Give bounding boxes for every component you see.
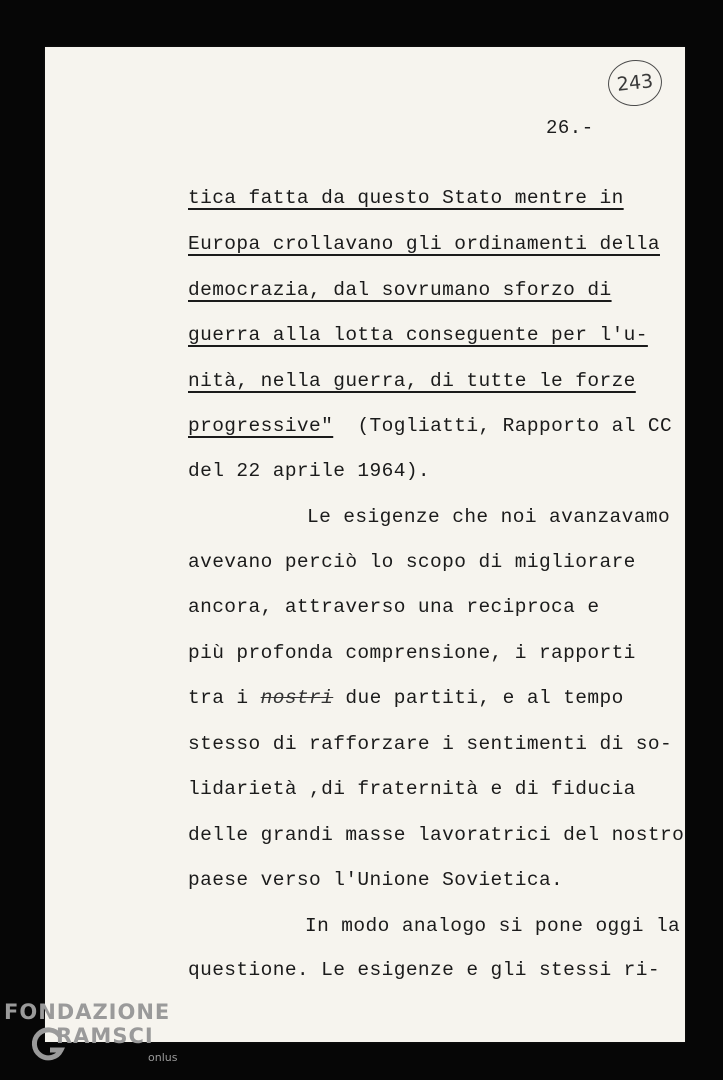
paragraph-start-line: In modo analogo si pone oggi la — [305, 915, 681, 937]
text-line: questione. Le esigenze e gli stessi ri- — [188, 959, 660, 981]
watermark-line-3: onlus — [148, 1051, 178, 1064]
text-line: del 22 aprile 1964). — [188, 460, 431, 482]
watermark-line-2: RAMSCI — [56, 1024, 154, 1048]
text-line — [188, 414, 672, 438]
text-line: democrazia, dal sovrumano sforzo di — [188, 279, 612, 301]
text-line: tica fatta da questo Stato mentre in — [188, 187, 624, 209]
text-line: guerra alla lotta conseguente per l'u- — [188, 324, 648, 346]
text-line: tra i nostri due partiti, e al tempo — [188, 687, 624, 709]
underlined-segment: progressive" — [188, 415, 334, 437]
text-line: stesso di rafforzare i sentimenti di so- — [188, 733, 673, 755]
watermark-line-1: FONDAZIONE — [4, 1000, 171, 1024]
text-line: Europa crollavano gli ordinamenti della — [188, 233, 660, 255]
page-number: 26.- — [546, 117, 594, 139]
struck-word: nostri — [260, 687, 334, 709]
text-line: delle grandi masse lavoratrici del nostro — [188, 824, 685, 846]
text-line: paese verso l'Unione Sovietica. — [188, 869, 564, 891]
text-line: ancora, attraverso una reciproca e — [188, 596, 600, 618]
citation-segment: (Togliatti, Rapporto al CC — [357, 415, 673, 437]
text-line: nità, nella guerra, di tutte le forze — [188, 370, 636, 392]
archive-page-stamp: 243 — [606, 57, 665, 108]
text-line: lidarietà ,di fraternità e di fiducia — [188, 778, 636, 800]
text-line: più profonda comprensione, i rapporti — [188, 642, 636, 664]
text-line: avevano perciò lo scopo di migliorare — [188, 551, 636, 573]
paragraph-start-line: Le esigenze che noi avanzavamo — [307, 506, 671, 528]
